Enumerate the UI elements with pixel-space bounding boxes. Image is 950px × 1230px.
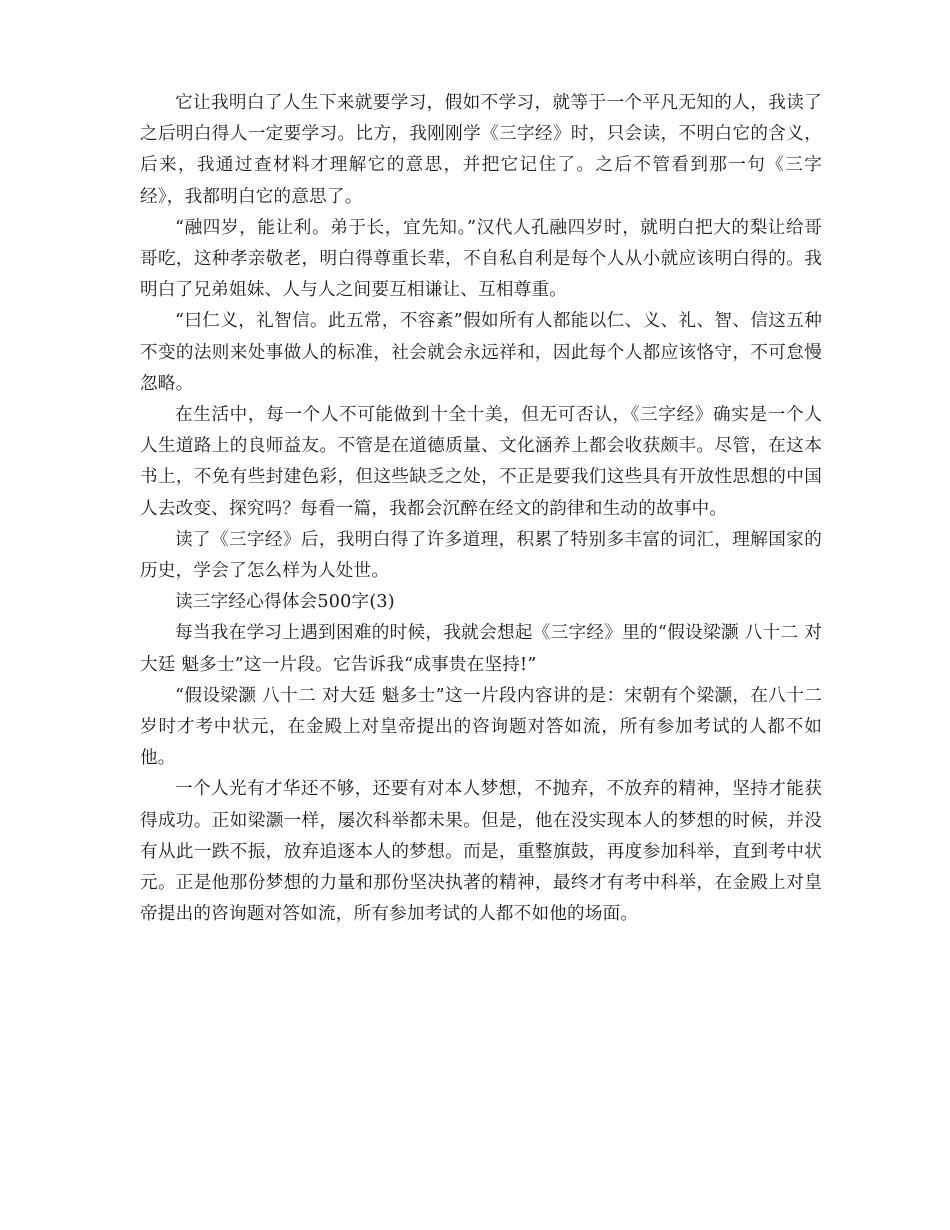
paragraph: 在生活中，每一个人不可能做到十全十美，但无可否认，《三字经》确实是一个人人生道路上的良师益友。不管是在道德质量、文化涵养上都会收获颇丰。尽管，在这本书上，不免有些封建色彩，但这些缺乏之处，不正是要我们这些具有开放性思想的中国人去改变、探究吗？每看一篇，我都会沉醉在经文的韵律和生动的故事中。 bbox=[140, 405, 822, 519]
paragraph: “曰仁义，礼智信。此五常，不容紊”假如所有人都能以仁、义、礼、智、信这五种不变的法则来处事做人的标准，社会就会永远祥和，因此每个人都应该恪守，不可怠慢忽略。 bbox=[140, 311, 822, 394]
section-heading: 读三字经心得体会500字(3) bbox=[175, 592, 395, 613]
paragraph: 读了《三字经》后，我明白得了许多道理，积累了特别多丰富的词汇，理解国家的历史，学会了怎么样为人处世。 bbox=[140, 529, 822, 582]
paragraph: 一个人光有才华还不够，还要有对本人梦想，不抛弃，不放弃的精神，坚持才能获得成功。正如梁灏一样，屡次科举都未果。但是，他在没实现本人的梦想的时候，并没有从此一跌不振，放弃追逐本人的梦想。而是，重整旗鼓，再度参加科举，直到考中状元。正是他那份梦想的力量和那份坚决执著的精神，最终才有考中科举，在金殿上对皇帝提出的咨询题对答如流，所有参加考试的人都不如他的场面。 bbox=[140, 779, 822, 925]
paragraph: “融四岁，能让利。弟于长，宜先知。”汉代人孔融四岁时，就明白把大的梨让给哥哥吃，这种孝亲敬老，明白得尊重长辈，不自私自利是每个人从小就应该明白得的。我明白了兄弟姐妹、人与人之间要互相谦让、互相尊重。 bbox=[140, 217, 822, 301]
paragraph: 每当我在学习上遇到困难的时候，我就会想起《三字经》里的“假设梁灏 八十二 对大廷 魁多士”这一片段。它告诉我“成事贵在坚持!” bbox=[140, 623, 822, 675]
paragraph: 它让我明白了人生下来就要学习，假如不学习，就等于一个平凡无知的人，我读了之后明白得人一定要学习。比方，我刚刚学《三字经》时，只会读，不明白它的含义，后来，我通过查材料才理解它的意思，并把它记住了。之后不管看到那一句《三字经》，我都明白它的意思了。 bbox=[140, 93, 822, 207]
paragraph: “假设梁灏 八十二 对大廷 魁多士”这一片段内容讲的是：宋朝有个梁灏，在八十二岁时才考中状元，在金殿上对皇帝提出的咨询题对答如流，所有参加考试的人都不如他。 bbox=[140, 685, 822, 769]
document-body bbox=[140, 88, 822, 930]
